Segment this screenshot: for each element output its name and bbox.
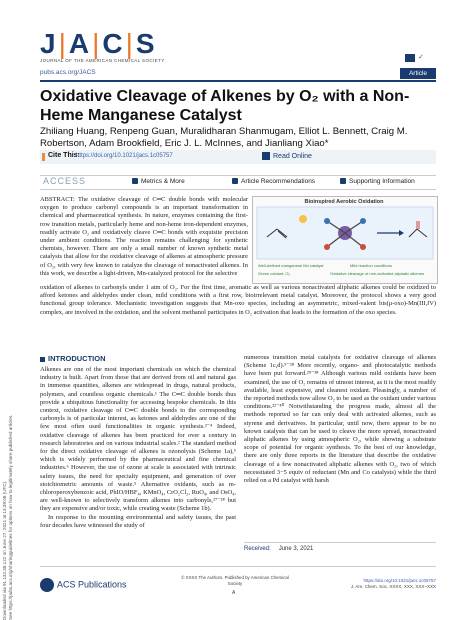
- metrics-label: Metrics & More: [141, 178, 185, 185]
- body-column-left: [40, 366, 236, 530]
- cite-label: Cite This:: [48, 152, 80, 159]
- cite-doi-link[interactable]: https://doi.org/10.1021/jacs.1c05757: [76, 153, 173, 159]
- toc-legend-2: Mild reaction conditions: [350, 263, 392, 268]
- access-label: ACCESS: [43, 176, 87, 186]
- received-value: June 3, 2021: [278, 546, 314, 552]
- toc-legend-4: Oxidative cleavage of non-activated aliphatic alkenes: [330, 271, 425, 276]
- toc-title: Bioinspired Aerobic Oxidation: [304, 199, 384, 205]
- read-online-icon: [262, 152, 270, 160]
- section-marker-icon: [40, 357, 45, 362]
- toc-legend-3: Green oxidant: O₂: [258, 271, 291, 276]
- intro-paragraph-1: Alkenes are one of the most important chemicals on which the chemical industry is built. Apart from those that are derived from oil and natural gas in immense quantities, alkenes are widespread in drugs, natural products, polymers, and countless organic chemicals.¹ The C═C double bonds thus provide a ubiquitous functionality for accessing bespoke chemicals. In this context, oxidative cleavage of C═C double bonds to the corresponding carbonyls is of particular interest, as ketones and aldehydes are one of the few most often used functionalities in organic synthesis.²⁻⁴ Indeed, oxidative cleavage of alkenes has been practiced for over a century in research laboratories and on various industrial scales.² The standard method for the direct oxidative cleavage of alkenes is ozonolysis (Scheme 1a),⁵ which is widely performed by the pharmaceutical and fine chemical industries.⁶ However, the use of ozone at scale is associated with intrinsic safety issues, the need for specialty equipment, and generation of over stoichiometric amounts of waste.⁵ Alternative oxidants, such as m-chloroperoxybenzoic acid, PhIO/HBF₄, KMnO₄, CrO₂Cl₂, RuO₄, and OsO₄, are well-known to selectively transform alkenes into carbonyls,²⁷⁻²⁸ but they are expensive and/or toxic, while creating waste (Scheme 1b).: [40, 366, 236, 513]
- footer-citation: [340, 578, 436, 590]
- journal-logo[interactable]: J|A|C|S: [40, 28, 158, 59]
- section-heading-introduction: [40, 354, 106, 363]
- acs-logo-icon: [40, 578, 54, 592]
- watermark-line-1: Downloaded via 91.132.38.122 on June 27, 2021 at 13:39:08 (UTC).: [2, 480, 7, 620]
- acs-publisher-label: ACS Publications: [57, 579, 127, 590]
- supporting-info-button[interactable]: [340, 178, 415, 185]
- read-online-button[interactable]: [262, 151, 314, 163]
- abstract-text-continued: oxidation of alkenes to carbonyls under 1 atm of O₂. For the first time, aromatic as well as various nonactivated aliphatic alkenes could be oxidized to afford ketones and aldehydes under clean, mild conditions with a first row, bioirrelevant metal catalyst. Moreover, the protocol shows a very good functional group tolerance. Mechanistic investigation suggests that Mn-oxo species, including an asymmetric, mixed-valent bis(μ-oxo)-Mn(III,IV) complex, are involved in the oxidation, and the solvent methanol participates in O₂ activation that leads to the formation of the oxo species.: [40, 284, 436, 316]
- copyright-notice: © XXXX The Authors. Published by American Chemical Society: [181, 575, 289, 586]
- recommendations-icon: [232, 178, 238, 184]
- acs-publications-logo[interactable]: [40, 578, 127, 592]
- footer-rule: [40, 566, 436, 567]
- intro-paragraph-2: In response to the mounting environmental and safety issues, the past four decades have witnessed the study of: [40, 513, 236, 529]
- toc-legend-1: Well-defined manganese Mn catalyst: [258, 263, 324, 268]
- watermark-line-2: See https://pubs.acs.org/sharingguidelines for options on how to legitimately share published articles.: [8, 414, 13, 620]
- journal-name: JOURNAL OF THE AMERICAN CHEMICAL SOCIETY: [40, 58, 165, 63]
- download-watermark: [2, 180, 12, 620]
- supporting-info-label: Supporting Information: [349, 178, 415, 185]
- recommendations-button[interactable]: [232, 178, 315, 185]
- footer-journal-citation: J. Am. Chem. Soc. XXXX, XXX, XXX−XXX: [350, 584, 436, 589]
- page-number: A: [232, 590, 236, 596]
- header-rule: [40, 80, 436, 82]
- metrics-button[interactable]: [132, 178, 185, 185]
- received-date: [244, 542, 436, 552]
- section-heading-label: INTRODUCTION: [48, 354, 106, 363]
- abstract-text: ABSTRACT: The oxidative cleavage of C═C double bonds with molecular oxygen to produce carbonyl compounds is an important transformation in chemical and pharmaceutical synthesis. In nature, enzymes containing the first-row transition metals, particularly heme and non-heme iron-dependent enzymes, readily activate O₂ and oxidatively cleave C═C bonds with exquisite precision under ambient conditions. The reaction remains challenging for synthetic chemists, however. There are only a small number of known synthetic metal catalysts that allow for the oxidative cleavage of alkenes at atmospheric pressure of O₂, with very few known to catalyze the cleavage of nonactivated alkenes. In this work, we describe a light-driven, Mn-catalyzed protocol for the selective: [40, 196, 248, 277]
- author-list: Zhiliang Huang, Renpeng Guan, Muralidharan Shanmugam, Elliot L. Bennett, Craig M. Robertson, Adam Brookfield, Eric J. L. McInnes, and Jianliang Xiao*: [40, 126, 408, 149]
- cite-icon: [42, 153, 45, 161]
- article-type-badge: Article: [400, 68, 436, 79]
- intro-paragraph-3: numerous transition metal catalysts for oxidative cleavage of alkenes (Scheme 1c,d).⁹⁻²⁸ More recently, organo- and photocatalytic methods have been put forward.²⁹⁻³⁸ Although various mild oxidants have been examined, the use of O₂ remains of utmost interest, as it is the most readily available, least expensive, and cleanest oxidant. Pleasingly, a number of the reported methods now allow O₂ to be used as the oxidant under various conditions.²²⁻⁴⁰ Notwithstanding the progress made, almost all the methods reported so far can only deal with activated alkenes, such as styrene and derivatives. In particular, until now, there appear to be no known catalysts that can be used to cleave the more spread, nonactivated aliphatic alkenes by using atmospheric O₂, while showing a substrate scope of potential for organic synthesis. To the best of our knowledge, there are only three reports in the literature that describe the oxidative cleavage of a few nonactivated aliphatic alkenes with O₂, two of which necessitated 3−5 equiv of reductant (Mn and Co catalysts) while the third relied on a Pd catalyst with harsh: [244, 354, 436, 485]
- open-access-icon: [405, 54, 415, 62]
- received-label: Received:: [244, 546, 271, 552]
- recommendations-label: Article Recommendations: [241, 178, 316, 185]
- read-online-label: Read Online: [273, 153, 312, 160]
- journal-url[interactable]: pubs.acs.org/JACS: [40, 69, 96, 76]
- light-icon: [299, 215, 307, 223]
- open-access-badge-icon: ✓: [418, 54, 424, 61]
- article-title: Oxidative Cleavage of Alkenes by O₂ with a Non-Heme Manganese Catalyst: [40, 88, 410, 124]
- metrics-icon: [132, 178, 138, 184]
- body-column-right: [244, 354, 436, 485]
- footer-doi-link[interactable]: https://doi.org/10.1021/jacs.1c05757: [363, 578, 436, 583]
- supporting-info-icon: [340, 178, 346, 184]
